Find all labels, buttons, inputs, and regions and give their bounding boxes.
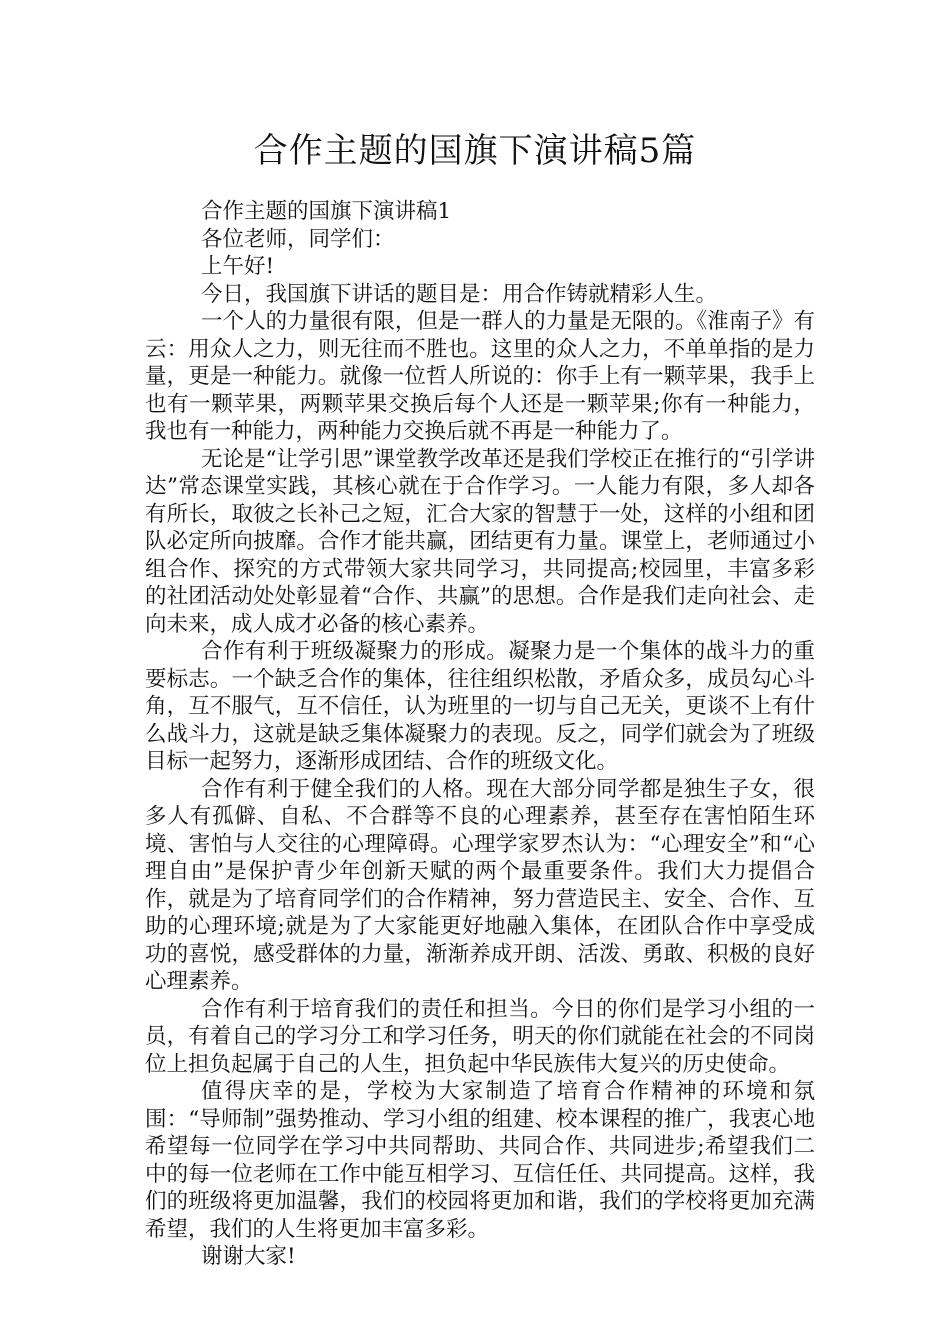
paragraph-greeting: 上午好! (201, 254, 275, 279)
paragraph-salutation: 各位老师，同学们： (201, 226, 395, 252)
paragraph-topic: 今日，我国旗下讲话的题目是：用合作铸就精彩人生。 (201, 281, 718, 307)
paragraph: 合作有利于培育我们的责任和担当。今日的你们是学习小组的一员，有着自己的学习分工和学习任务，明天的你们就能在社会的不同岗位上担负起属于自己的人生，担负起中华民族伟大复兴的历史使命。 (145, 996, 815, 1077)
document-body (145, 198, 815, 1271)
paragraph-subtitle: 合作主题的国旗下演讲稿1 (201, 199, 452, 224)
paragraph: 无论是“让学引思”课堂教学改革还是我们学校正在推行的“引学讲达”常态课堂实践，其核心就在于合作学习。一人能力有限，多人却各有所长，取彼之长补己之短，汇合大家的智慧于一处，这样的小组和团队必定所向披靡。合作才能共赢，团结更有力量。课堂上，老师通过小组合作、探究的方式带领大家共同学习，共同提高;校园里，丰富多彩的社团活动处处彰显着“合作、共赢”的思想。合作是我们走向社会、走向未来，成人成才必备的核心素养。 (145, 446, 815, 637)
paragraph-closing: 谢谢大家! (201, 1244, 296, 1269)
paragraph: 值得庆幸的是，学校为大家制造了培育合作精神的环境和氛围：“导师制”强势推动、学习小组的组建、校本课程的推广，我衷心地希望每一位同学在学习中共同帮助、共同合作、共同进步;希望我们二中的每一位老师在工作中能互相学习、互信任任、共同提高。这样，我们的班级将更加温馨，我们的校园将更加和谐，我们的学校将更加充满希望，我们的人生将更加丰富多彩。 (145, 1079, 815, 1242)
paragraph: 合作有利于班级凝聚力的形成。凝聚力是一个集体的战斗力的重要标志。一个缺乏合作的集体，往往组织松散，矛盾众多，成员勾心斗角，互不服气，互不信任，认为班里的一切与自己无关，更谈不上有什么战斗力，这就是缺乏集体凝聚力的表现。反之，同学们就会为了班级目标一起努力，逐渐形成团结、合作的班级文化。 (145, 639, 815, 774)
paragraph: 一个人的力量很有限，但是一群人的力量是无限的。《淮南子》有云：用众人之力，则无往而不胜也。这里的众人之力，不单单指的是力量，更是一种能力。就像一位哲人所说的：你手上有一颗苹果，我手上也有一颗苹果，两颗苹果交换后每个人还是一颗苹果;你有一种能力，我也有一种能力，两种能力交换后就不再是一种能力了。 (145, 309, 815, 444)
document-title: 合作主题的国旗下演讲稿5篇 (253, 131, 697, 171)
paragraph: 合作有利于健全我们的人格。现在大部分同学都是独生子女，很多人有孤僻、自私、不合群等不良的心理素养，甚至存在害怕陌生环境、害怕与人交往的心理障碍。心理学家罗杰认为：“心理安全”和“心理自由”是保护青少年创新天赋的两个最重要条件。我们大力提倡合作，就是为了培育同学们的合作精神，努力营造民主、安全、合作、互助的心理环境;就是为了大家能更好地融入集体，在团队合作中享受成功的喜悦，感受群体的力量，渐渐养成开朗、活泼、勇敢、积极的良好心理素养。 (145, 776, 815, 994)
